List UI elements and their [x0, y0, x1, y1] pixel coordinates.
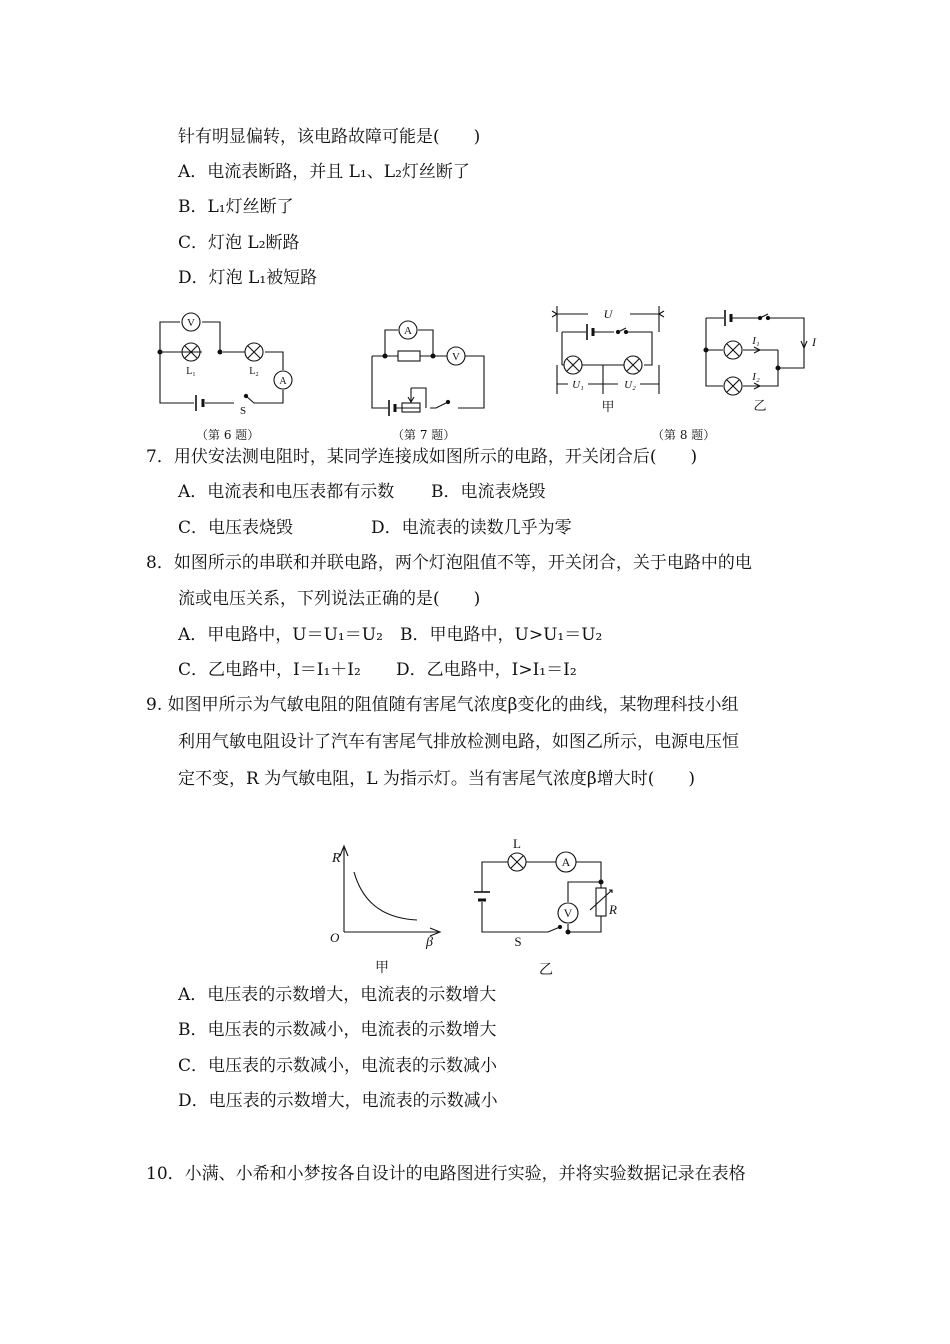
q9-graph-y-label: R — [332, 851, 341, 866]
q7-option-a: A．电流表和电压表都有示数 — [178, 482, 395, 502]
q6-option-a: A．电流表断路，并且 L₁、L₂灯丝断了 — [178, 162, 470, 182]
fig8-i2-label: I₂ — [752, 371, 760, 383]
fig7-circuit — [360, 314, 500, 424]
q9-graph — [322, 842, 452, 977]
fig7-voltmeter-label: V — [452, 351, 460, 363]
q9-stem-line1: 9. 如图甲所示为气敏电阻的阻值随有害尾气浓度β变化的曲线，某物理科技小组 — [146, 695, 739, 715]
fig6-caption: （第 6 题） — [196, 428, 260, 442]
fig6-lamp1-label: L₁ — [186, 366, 196, 377]
q8-option-c: C．乙电路中，I＝I₁＋I₂ — [178, 660, 361, 680]
fig8-series-circuit — [548, 302, 668, 417]
q7-option-d: D．电流表的读数几乎为零 — [371, 518, 572, 538]
q9-switch-label: S — [514, 934, 522, 949]
fig6-voltmeter-label: V — [187, 317, 195, 329]
q9-lamp-label: L — [513, 836, 521, 851]
fig6-switch-label: S — [239, 405, 247, 417]
q9-circuit — [468, 836, 628, 978]
fig8-u-label: U — [603, 307, 613, 321]
q8-stem-line1: 8．如图所示的串联和并联电路，两个灯泡阻值不等，开关闭合，关于电路中的电 — [146, 553, 752, 573]
q9-resistor-label: R — [609, 902, 617, 917]
q6-option-c: C．灯泡 L₂断路 — [178, 233, 300, 253]
q9-stem-line3: 定不变，R 为气敏电阻，L 为指示灯。当有害尾气浓度β增大时( ) — [178, 769, 695, 789]
q7-option-b: B．电流表烧毁 — [431, 482, 546, 502]
q9-circuit-label: 乙 — [539, 963, 553, 978]
q6-option-d: D．灯泡 L₁被短路 — [178, 268, 318, 288]
q7-option-c: C．电压表烧毁 — [178, 518, 294, 538]
fig8-i1-label: I₁ — [752, 335, 760, 347]
q9-ammeter-label: A — [561, 855, 571, 869]
q8-option-a: A．甲电路中，U＝U₁＝U₂ — [178, 625, 383, 645]
q9-option-b: B．电压表的示数减小，电流表的示数增大 — [178, 1020, 497, 1040]
q8-option-b: B．甲电路中，U>U₁＝U₂ — [400, 625, 603, 645]
q8-option-d: D．乙电路中，I>I₁＝I₂ — [396, 660, 577, 680]
q9-option-a: A．电压表的示数增大，电流表的示数增大 — [178, 985, 497, 1005]
fig8-i-label: I — [812, 335, 816, 349]
q9-graph-label: 甲 — [375, 961, 389, 976]
fig8-u2-label: U₂ — [624, 379, 636, 391]
fig6-circuit — [150, 310, 300, 440]
fig8-caption: （第 8 题） — [652, 428, 716, 442]
q10-stem-line1: 10．小满、小希和小梦按各自设计的电路图进行实验，并将实验数据记录在表格 — [146, 1164, 746, 1184]
fig8-u1-label: U₁ — [572, 379, 584, 391]
q7-stem: 7．用伏安法测电阻时，某同学连接成如图所示的电路，开关闭合后( ) — [146, 447, 698, 467]
fig6-ammeter-label: A — [279, 376, 287, 387]
q6-stem-end: 针有明显偏转，该电路故障可能是( ) — [178, 127, 481, 147]
q9-option-d: D．电压表的示数增大，电流表的示数减小 — [178, 1091, 498, 1111]
fig7-ammeter-label: A — [404, 325, 412, 337]
q9-graph-x-label: β — [426, 935, 433, 950]
q9-stem-line2: 利用气敏电阻设计了汽车有害尾气排放检测电路，如图乙所示，电源电压恒 — [178, 732, 739, 752]
q9-option-c: C．电压表的示数减小，电流表的示数减小 — [178, 1056, 498, 1076]
q6-option-b: B．L₁灯丝断了 — [178, 197, 294, 217]
fig7-caption: （第 7 题） — [392, 428, 456, 442]
fig8-jia-label: 甲 — [601, 399, 615, 414]
fig8-parallel-circuit — [698, 304, 828, 416]
q9-graph-origin: O — [330, 930, 340, 945]
fig8-yi-label: 乙 — [753, 398, 767, 413]
q8-stem-line2: 流或电压关系，下列说法正确的是( ) — [178, 589, 481, 609]
q9-voltmeter-label: V — [563, 906, 573, 920]
fig6-lamp2-label: L₂ — [249, 366, 259, 377]
